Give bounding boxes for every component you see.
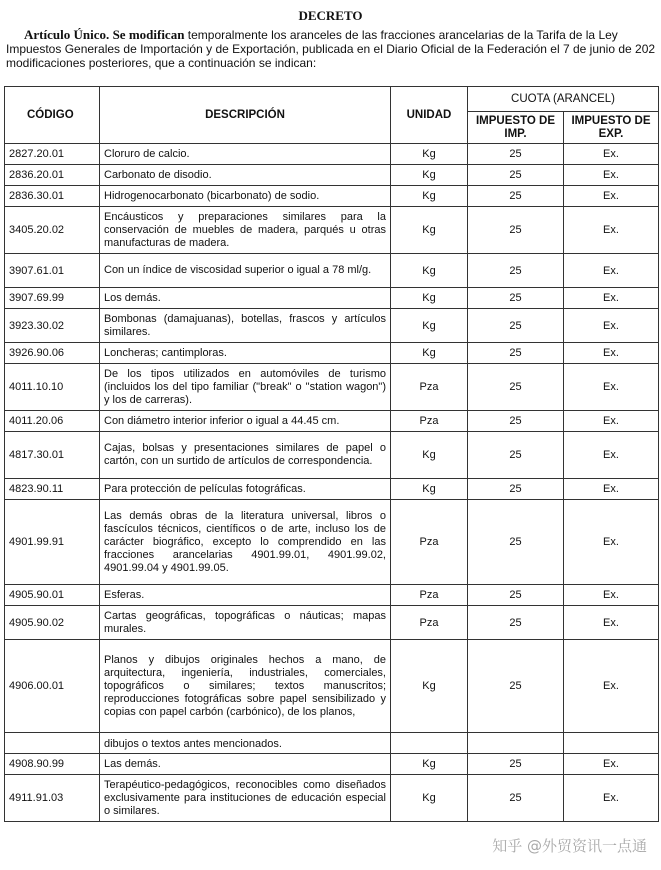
tariff-table-header <box>5 87 659 144</box>
cell-code: 3405.20.02 <box>5 207 100 254</box>
cell-code: 4901.99.91 <box>5 500 100 585</box>
cell-code: 3907.61.01 <box>5 254 100 288</box>
cell-description: Terapéutico-pedagógicos, reconocibles como diseñados exclusivamente para instituciones de educación especial o similares. <box>100 775 391 822</box>
cell-export-tax: Ex. <box>564 585 659 606</box>
article-label: Artículo Único. <box>24 28 110 42</box>
cell-import-tax: 25 <box>468 144 564 165</box>
cell-export-tax: Ex. <box>564 500 659 585</box>
cell-code: 2836.30.01 <box>5 186 100 207</box>
intro-line-1-text: temporalmente los aranceles de las fracciones arancelarias de la Tarifa de la Ley <box>184 28 618 42</box>
cell-unit: Pza <box>391 364 468 411</box>
cell-export-tax: Ex. <box>564 144 659 165</box>
cell-code: 2836.20.01 <box>5 165 100 186</box>
cell-unit: Kg <box>391 165 468 186</box>
cell-export-tax: Ex. <box>564 411 659 432</box>
cell-import-tax: 25 <box>468 411 564 432</box>
table-row <box>5 207 659 254</box>
cell-code: 3926.90.06 <box>5 343 100 364</box>
table-row <box>5 254 659 288</box>
cell-description: Las demás. <box>100 754 391 775</box>
table-row <box>5 186 659 207</box>
cell-import-tax: 25 <box>468 479 564 500</box>
cell-unit: Kg <box>391 479 468 500</box>
header-code: CÓDIGO <box>5 87 100 144</box>
cell-code: 2827.20.01 <box>5 144 100 165</box>
table-row <box>5 343 659 364</box>
tariff-table-body <box>5 144 659 822</box>
cell-export-tax <box>564 733 659 754</box>
cell-unit: Kg <box>391 207 468 254</box>
cell-unit: Kg <box>391 186 468 207</box>
cell-code: 4011.20.06 <box>5 411 100 432</box>
cell-import-tax: 25 <box>468 254 564 288</box>
header-quota-group: CUOTA (ARANCEL) <box>468 87 659 112</box>
cell-description: Carbonato de disodio. <box>100 165 391 186</box>
cell-description: Encáusticos y preparaciones similares para la conservación de muebles de madera, parqués u otras manufacturas de madera. <box>100 207 391 254</box>
table-row <box>5 309 659 343</box>
cell-description: Bombonas (damajuanas), botellas, frascos y artículos similares. <box>100 309 391 343</box>
cell-description: Cloruro de calcio. <box>100 144 391 165</box>
cell-import-tax: 25 <box>468 585 564 606</box>
cell-description: De los tipos utilizados en automóviles de turismo (incluidos los del tipo familiar ("break" o "station wagon") y los de carreras). <box>100 364 391 411</box>
table-row <box>5 606 659 640</box>
cell-code: 3923.30.02 <box>5 309 100 343</box>
cell-export-tax: Ex. <box>564 640 659 733</box>
table-row <box>5 775 659 822</box>
table-row <box>5 288 659 309</box>
cell-export-tax: Ex. <box>564 254 659 288</box>
table-row <box>5 165 659 186</box>
cell-export-tax: Ex. <box>564 186 659 207</box>
cell-unit: Kg <box>391 640 468 733</box>
cell-description: Cartas geográficas, topográficas o náuticas; mapas murales. <box>100 606 391 640</box>
document-title: DECRETO <box>298 8 363 23</box>
cell-import-tax: 25 <box>468 606 564 640</box>
cell-code: 4823.90.11 <box>5 479 100 500</box>
intro-paragraph <box>0 28 661 70</box>
cell-import-tax <box>468 733 564 754</box>
table-row <box>5 585 659 606</box>
cell-description: Cajas, bolsas y presentaciones similares de papel o cartón, con un surtido de artículos de correspondencia. <box>100 432 391 479</box>
cell-code: 4011.10.10 <box>5 364 100 411</box>
intro-line-1 <box>6 28 661 42</box>
watermark: 知乎 @外贸资讯一点通 <box>492 837 647 855</box>
cell-export-tax: Ex. <box>564 343 659 364</box>
cell-unit: Pza <box>391 606 468 640</box>
cell-unit: Kg <box>391 432 468 479</box>
intro-line-2: Impuestos Generales de Importación y de Exportación, publicada en el Diario Oficial de la Federación el 7 de junio de 202 <box>6 42 656 56</box>
table-row <box>5 364 659 411</box>
cell-unit: Pza <box>391 500 468 585</box>
cell-description: Los demás. <box>100 288 391 309</box>
cell-import-tax: 25 <box>468 343 564 364</box>
cell-export-tax: Ex. <box>564 775 659 822</box>
cell-unit: Kg <box>391 254 468 288</box>
cell-export-tax: Ex. <box>564 309 659 343</box>
table-row <box>5 432 659 479</box>
cell-unit: Kg <box>391 343 468 364</box>
cell-description: Esferas. <box>100 585 391 606</box>
cell-export-tax: Ex. <box>564 479 659 500</box>
cell-import-tax: 25 <box>468 432 564 479</box>
cell-description: Las demás obras de la literatura universal, libros o fascículos técnicos, científicos o de arte, incluso los de carácter biográfico, excepto lo comprendido en las fracciones arancelarias 4901.99.01, 4901.99.02, 4901.99.04 y 4901.99.05. <box>100 500 391 585</box>
cell-import-tax: 25 <box>468 186 564 207</box>
cell-code: 4817.30.01 <box>5 432 100 479</box>
cell-description: Loncheras; cantimploras. <box>100 343 391 364</box>
cell-export-tax: Ex. <box>564 364 659 411</box>
cell-unit: Kg <box>391 309 468 343</box>
cell-code: 4908.90.99 <box>5 754 100 775</box>
header-description: DESCRIPCIÓN <box>100 87 391 144</box>
cell-export-tax: Ex. <box>564 207 659 254</box>
cell-code: 4905.90.01 <box>5 585 100 606</box>
cell-description: Hidrogenocarbonato (bicarbonato) de sodio. <box>100 186 391 207</box>
cell-unit: Kg <box>391 775 468 822</box>
cell-code: 4906.00.01 <box>5 640 100 733</box>
cell-import-tax: 25 <box>468 165 564 186</box>
cell-description: Planos y dibujos originales hechos a mano, de arquitectura, ingeniería, industriales, comerciales, topográficos o similares; textos manuscritos; reproducciones fotográficas sobre papel sensibilizado y copias con papel carbón (carbónico), de los planos, <box>100 640 391 733</box>
cell-unit <box>391 733 468 754</box>
cell-unit: Pza <box>391 585 468 606</box>
header-export-tax: IMPUESTO DE EXP. <box>564 112 659 144</box>
cell-import-tax: 25 <box>468 207 564 254</box>
table-row <box>5 411 659 432</box>
cell-import-tax: 25 <box>468 640 564 733</box>
cell-export-tax: Ex. <box>564 754 659 775</box>
tariff-table <box>4 86 659 822</box>
table-row <box>5 733 659 754</box>
cell-import-tax: 25 <box>468 500 564 585</box>
intro-line-3: modificaciones posteriores, que a continuación se indican: <box>6 56 317 70</box>
cell-code: 4911.91.03 <box>5 775 100 822</box>
cell-unit: Kg <box>391 144 468 165</box>
cell-import-tax: 25 <box>468 364 564 411</box>
cell-description: Con un índice de viscosidad superior o igual a 78 ml/g. <box>100 254 391 288</box>
cell-description: Con diámetro interior inferior o igual a 44.45 cm. <box>100 411 391 432</box>
cell-import-tax: 25 <box>468 754 564 775</box>
cell-description: Para protección de películas fotográficas. <box>100 479 391 500</box>
cell-description: dibujos o textos antes mencionados. <box>100 733 391 754</box>
header-import-tax: IMPUESTO DE IMP. <box>468 112 564 144</box>
cell-export-tax: Ex. <box>564 288 659 309</box>
cell-code <box>5 733 100 754</box>
cell-code: 4905.90.02 <box>5 606 100 640</box>
cell-export-tax: Ex. <box>564 432 659 479</box>
cell-unit: Pza <box>391 411 468 432</box>
cell-unit: Kg <box>391 754 468 775</box>
table-row <box>5 640 659 733</box>
header-unit: UNIDAD <box>391 87 468 144</box>
table-row <box>5 754 659 775</box>
cell-export-tax: Ex. <box>564 606 659 640</box>
cell-import-tax: 25 <box>468 309 564 343</box>
cell-code: 3907.69.99 <box>5 288 100 309</box>
cell-export-tax: Ex. <box>564 165 659 186</box>
cell-import-tax: 25 <box>468 775 564 822</box>
table-row <box>5 479 659 500</box>
table-row <box>5 144 659 165</box>
table-row <box>5 500 659 585</box>
intro-bold-verb: Se modifican <box>112 28 185 42</box>
cell-import-tax: 25 <box>468 288 564 309</box>
cell-unit: Kg <box>391 288 468 309</box>
